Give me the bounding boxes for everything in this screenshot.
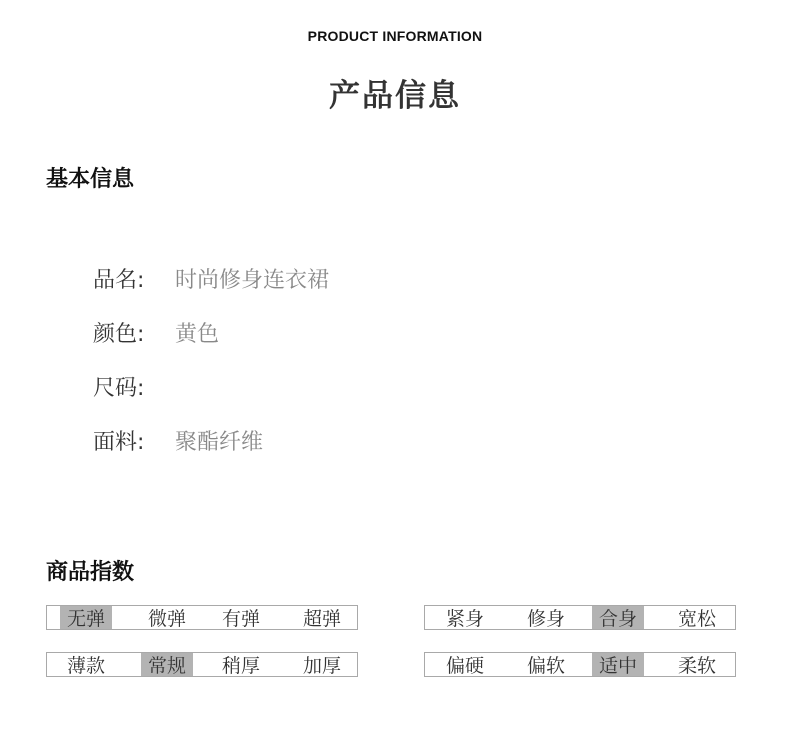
basic-info-heading: 基本信息 [46, 167, 135, 192]
product-index-heading: 商品指数 [46, 560, 135, 585]
info-row-fabric [93, 425, 329, 479]
info-label: 品名: [93, 268, 145, 293]
elasticity-index [46, 605, 358, 630]
index-option: 薄款 [66, 655, 105, 677]
thickness-index [46, 652, 358, 677]
index-option: 加厚 [302, 655, 341, 677]
info-value: 黄色 [175, 322, 220, 347]
info-value: 时尚修身连衣裙 [175, 268, 330, 293]
info-label: 尺码: [93, 376, 145, 401]
info-row-color [93, 317, 329, 371]
index-option: 宽松 [677, 608, 716, 630]
info-label: 颜色: [93, 322, 145, 347]
index-option: 微弹 [147, 608, 186, 630]
index-option-selected: 合身 [592, 606, 644, 629]
index-option: 超弹 [302, 608, 341, 630]
index-option-selected: 适中 [592, 653, 644, 676]
index-option: 修身 [526, 608, 565, 630]
info-row-size [93, 371, 329, 425]
fit-index [424, 605, 736, 630]
index-option: 紧身 [445, 608, 484, 630]
info-value: 聚酯纤维 [175, 430, 264, 455]
page-title: 产品信息 [329, 78, 461, 114]
softness-index [424, 652, 736, 677]
info-row-name [93, 263, 329, 317]
index-option: 偏硬 [445, 655, 484, 677]
page-subtitle: PRODUCT INFORMATION [307, 28, 483, 44]
index-option: 柔软 [677, 655, 716, 677]
index-option-selected: 常规 [141, 653, 193, 676]
index-option-selected: 无弹 [60, 606, 112, 629]
info-label: 面料: [93, 430, 145, 455]
index-option: 有弹 [221, 608, 260, 630]
basic-info-list [93, 263, 329, 479]
index-option: 偏软 [526, 655, 565, 677]
index-option: 稍厚 [221, 655, 260, 677]
